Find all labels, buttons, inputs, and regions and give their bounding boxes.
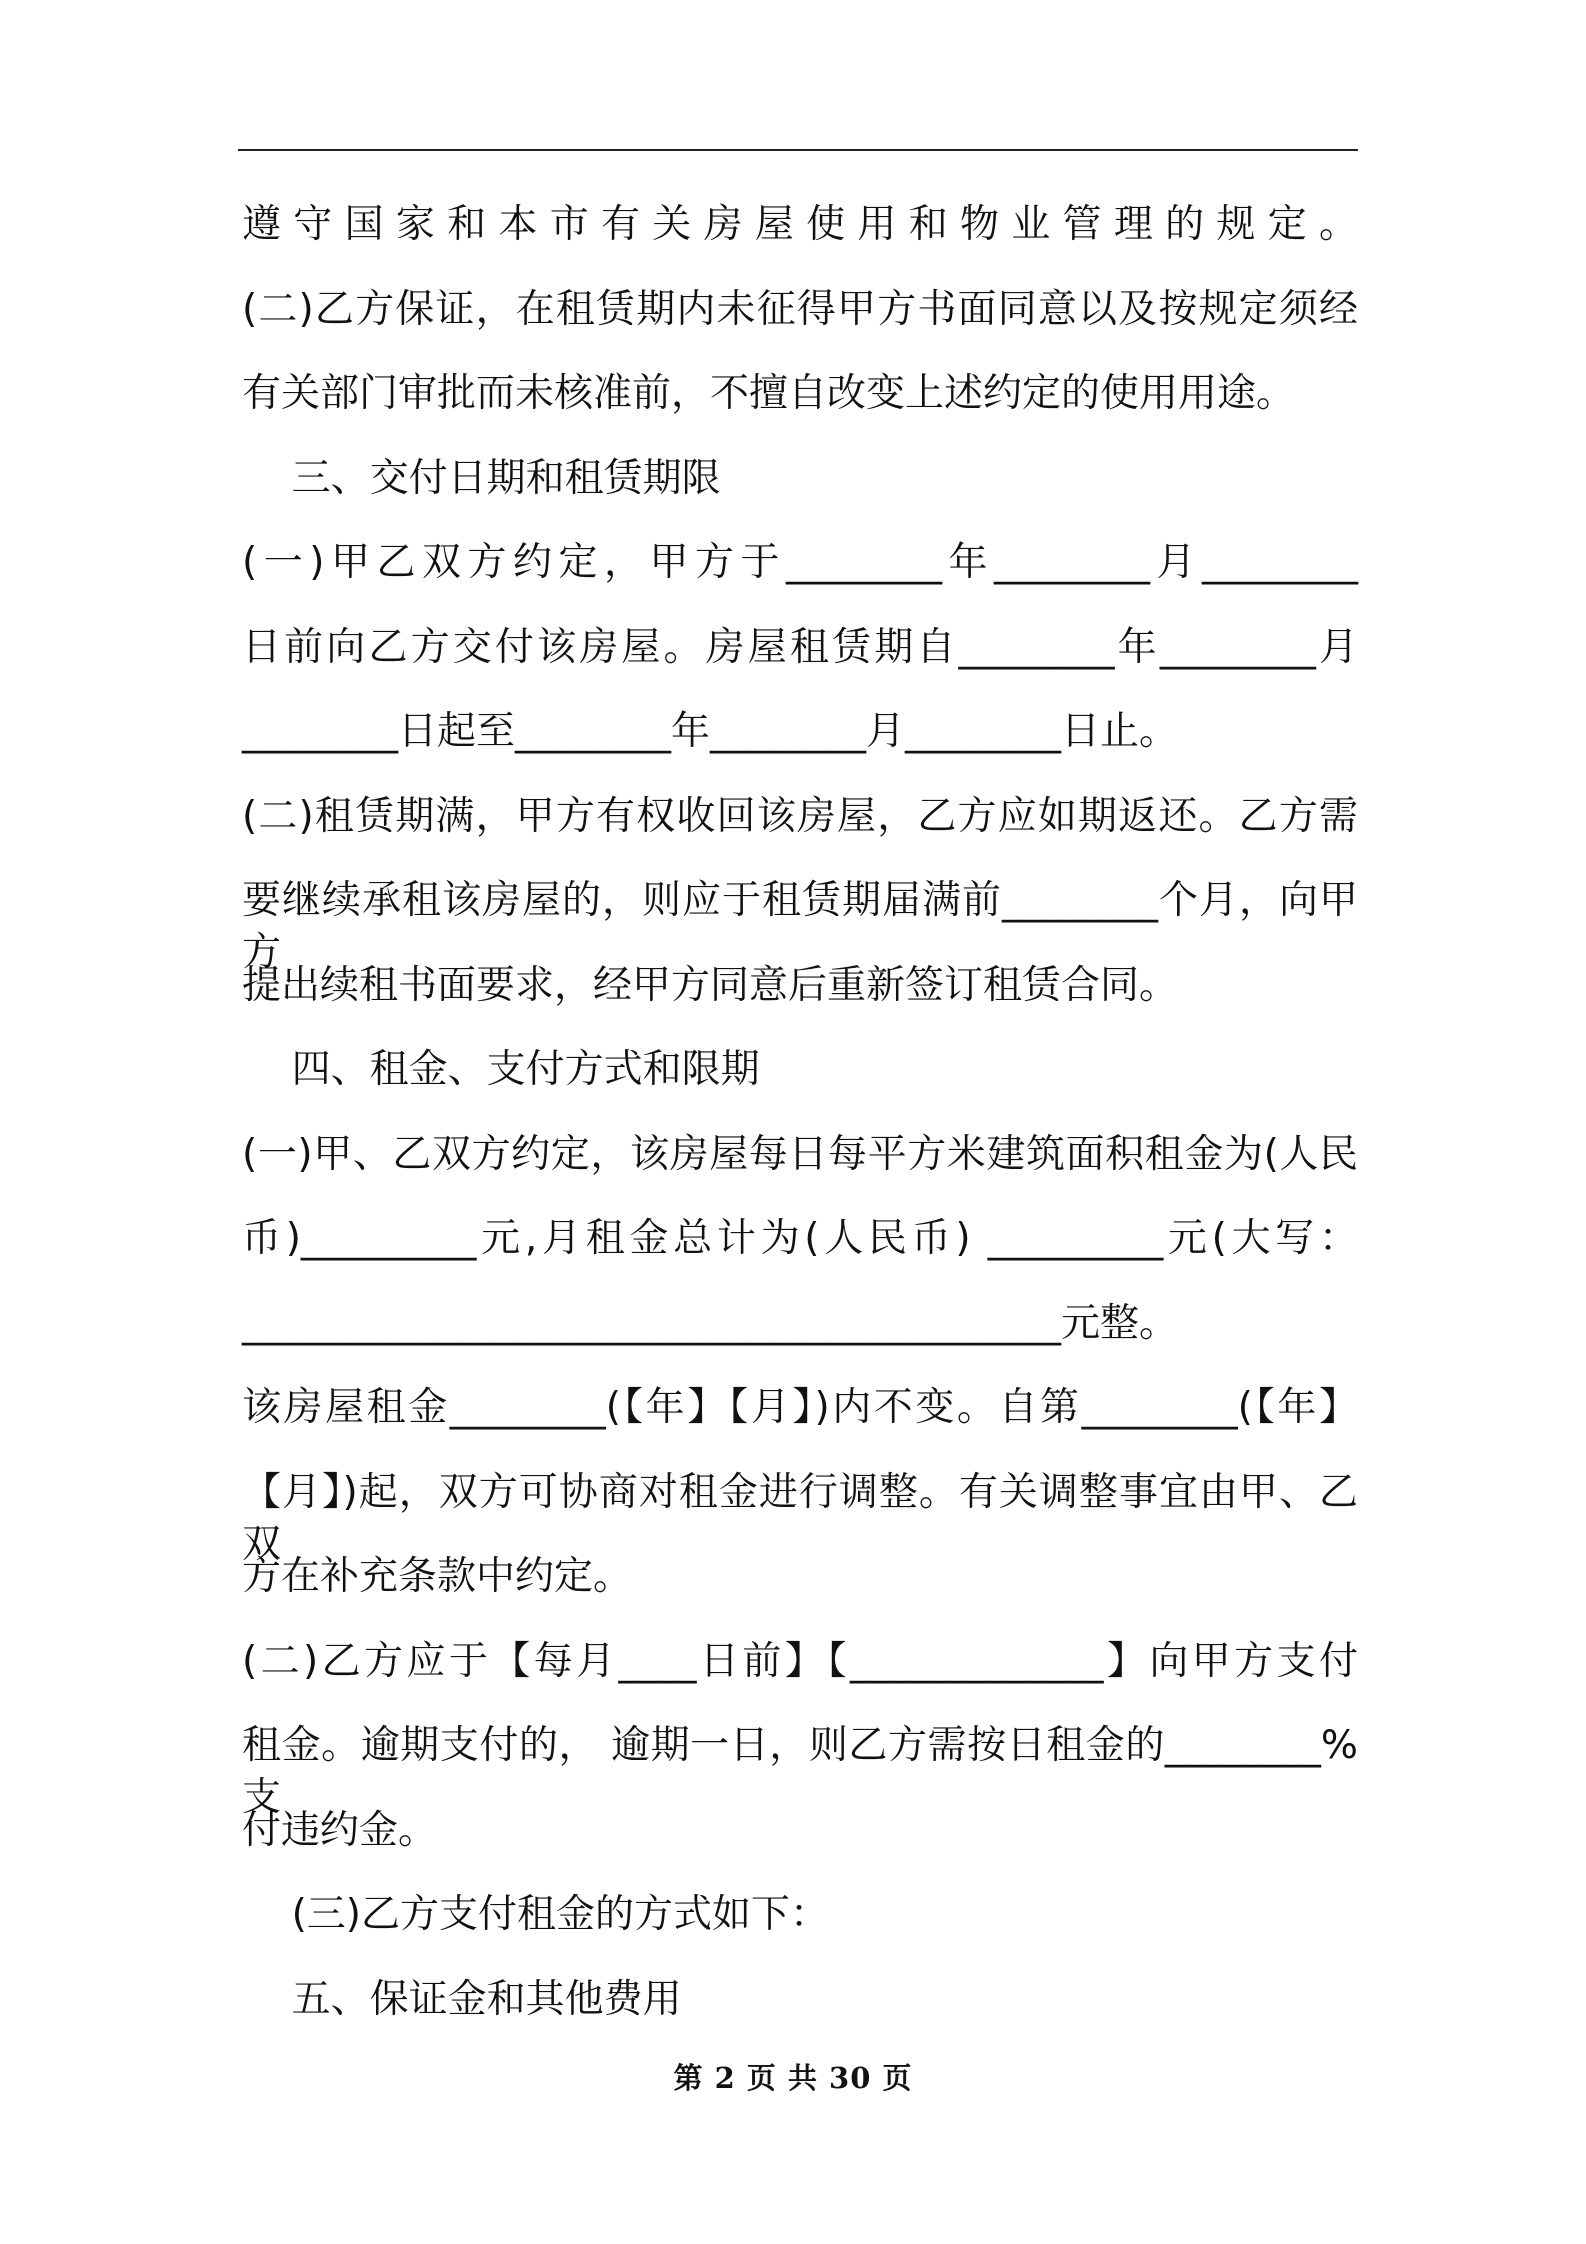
section-heading: 四、租金、支付方式和限期 bbox=[242, 1047, 760, 1092]
paragraph-line: 要继续承租该房屋的，则应于租赁期届满前________个月，向甲方 bbox=[242, 878, 1358, 975]
paragraph-line: 币)_________元,月租金总计为(人民币) _________元(大写： bbox=[242, 1216, 1358, 1261]
paragraph-line: (二)乙方应于【每月____日前】【_____________】向甲方支付 bbox=[242, 1639, 1358, 1684]
paragraph-line: 【月】)起，双方可协商对租金进行调整。有关调整事宜由甲、乙双 bbox=[242, 1470, 1358, 1567]
paragraph-line: ________日起至________年________月________日止。 bbox=[242, 709, 1179, 754]
page-footer: 第 2 页 共 30 页 bbox=[673, 2061, 913, 2095]
section-heading: 五、保证金和其他费用 bbox=[242, 1977, 682, 2022]
paragraph-line: (一)甲、乙双方约定，该房屋每日每平方米建筑面积租金为(人民 bbox=[242, 1132, 1358, 1177]
paragraph-line: (二)乙方保证，在租赁期内未征得甲方书面同意以及按规定须经 bbox=[242, 287, 1358, 332]
paragraph-line: 遵守国家和本市有关房屋使用和物业管理的规定。 bbox=[242, 202, 1358, 247]
paragraph-line: (二)租赁期满，甲方有权收回该房屋，乙方应如期返还。乙方需 bbox=[242, 794, 1358, 839]
paragraph-line: __________________________________________元整。 bbox=[242, 1301, 1179, 1346]
paragraph-line: 该房屋租金________(【年】【月】)内不变。自第________(【年】 bbox=[242, 1385, 1358, 1430]
paragraph-line: (一)甲乙双方约定，甲方于________年________月________ bbox=[242, 540, 1358, 585]
paragraph-line: (三)乙方支付租金的方式如下： bbox=[242, 1892, 830, 1937]
section-heading: 三、交付日期和租赁期限 bbox=[242, 456, 721, 501]
paragraph-line: 有关部门审批而未核准前，不擅自改变上述约定的使用用途。 bbox=[242, 371, 1296, 416]
paragraph-line: 租金。逾期支付的， 逾期一日，则乙方需按日租金的________%支 bbox=[242, 1723, 1358, 1820]
paragraph-line: 提出续租书面要求，经甲方同意后重新签订租赁合同。 bbox=[242, 963, 1179, 1008]
paragraph-line: 方在补充条款中约定。 bbox=[242, 1554, 633, 1599]
paragraph-line: 日前向乙方交付该房屋。房屋租赁期自________年________月 bbox=[242, 625, 1358, 670]
header-rule bbox=[238, 149, 1358, 151]
paragraph-line: 付违约金。 bbox=[242, 1808, 438, 1853]
